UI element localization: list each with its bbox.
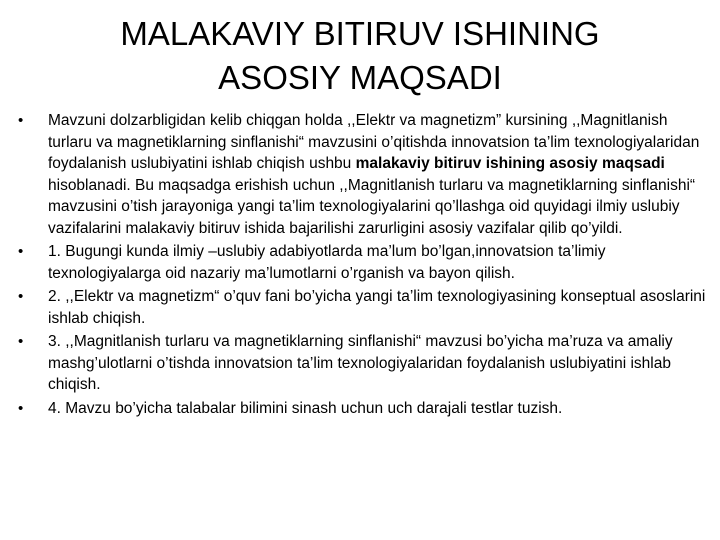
bullet-text: Mavzuni dolzarbligidan kelib chiqgan holda ,,Elektr va magnetizm” kursining ,,Magnitlanish turlaru va magnetiklarning sinflanishi“ mavzusini o’qitishda innovatsion ta’lim texnologiyalaridan foydalanish uslubiyatini ishlab chiqish ushbu (48, 112, 700, 172)
bullet-icon: • (18, 243, 24, 260)
bullet-item-1 (18, 241, 708, 284)
bullet-icon: • (18, 112, 24, 129)
slide-title (60, 12, 660, 100)
bullet-bold-text: malakaviy bitiruv ishining asosiy maqsadi (355, 155, 665, 172)
bullet-text: 4. Mavzu bo’yicha talabalar bilimini sinash uchun uch darajali testlar tuzish. (48, 399, 563, 417)
bullet-text: 3. ,,Magnitlanish turlaru va magnetiklarning sinflanishi“ mavzusi bo’yicha ma’ruza va amaliy mashg’ulotlarni o’tishda innovatsion ta’lim texnologiyalaridan foydalanish uslubiyatini ishlab chiqish. (48, 333, 673, 393)
bullet-text: 1. Bugungi kunda ilmiy –uslubiy adabiyotlarda ma’lum bo’lgan,innovatsion ta’limiy texnologiyalarga oid nazariy ma’lumotlarni o’rganish va bayon qilish. (48, 243, 606, 282)
bullet-item-intro (18, 110, 708, 239)
bullet-item-3 (18, 331, 708, 396)
bullet-icon: • (18, 288, 24, 305)
title-line-1: MALAKAVIY BITIRUV ISHINING (120, 15, 600, 52)
bullet-icon: • (18, 333, 24, 350)
bullet-text: 2. ,,Elektr va magnetizm“ o’quv fani bo’yicha yangi ta’lim texnologiyasining konseptual asoslarini ishlab chiqish. (48, 288, 706, 327)
bullet-item-2 (18, 286, 708, 329)
bullet-item-4 (18, 398, 708, 420)
bullet-icon: • (18, 399, 24, 417)
bullet-text-continued: hisoblanadi. Bu maqsadga erishish uchun ,,Magnitlanish turlaru va magnetiklarning sinflanishi“ mavzusini o’tish jarayoniga yangi ta’lim texnologiyalarini qo’llashga oid quyidagi ilmiy uslubiy vazifalarini malakaviy bitiruv ishida bajarilishi zarurligini asosiy vazifalar qilib qo’yildi. (48, 176, 696, 237)
title-line-2: ASOSIY MAQSADI (218, 59, 502, 96)
bullet-list (18, 110, 708, 421)
